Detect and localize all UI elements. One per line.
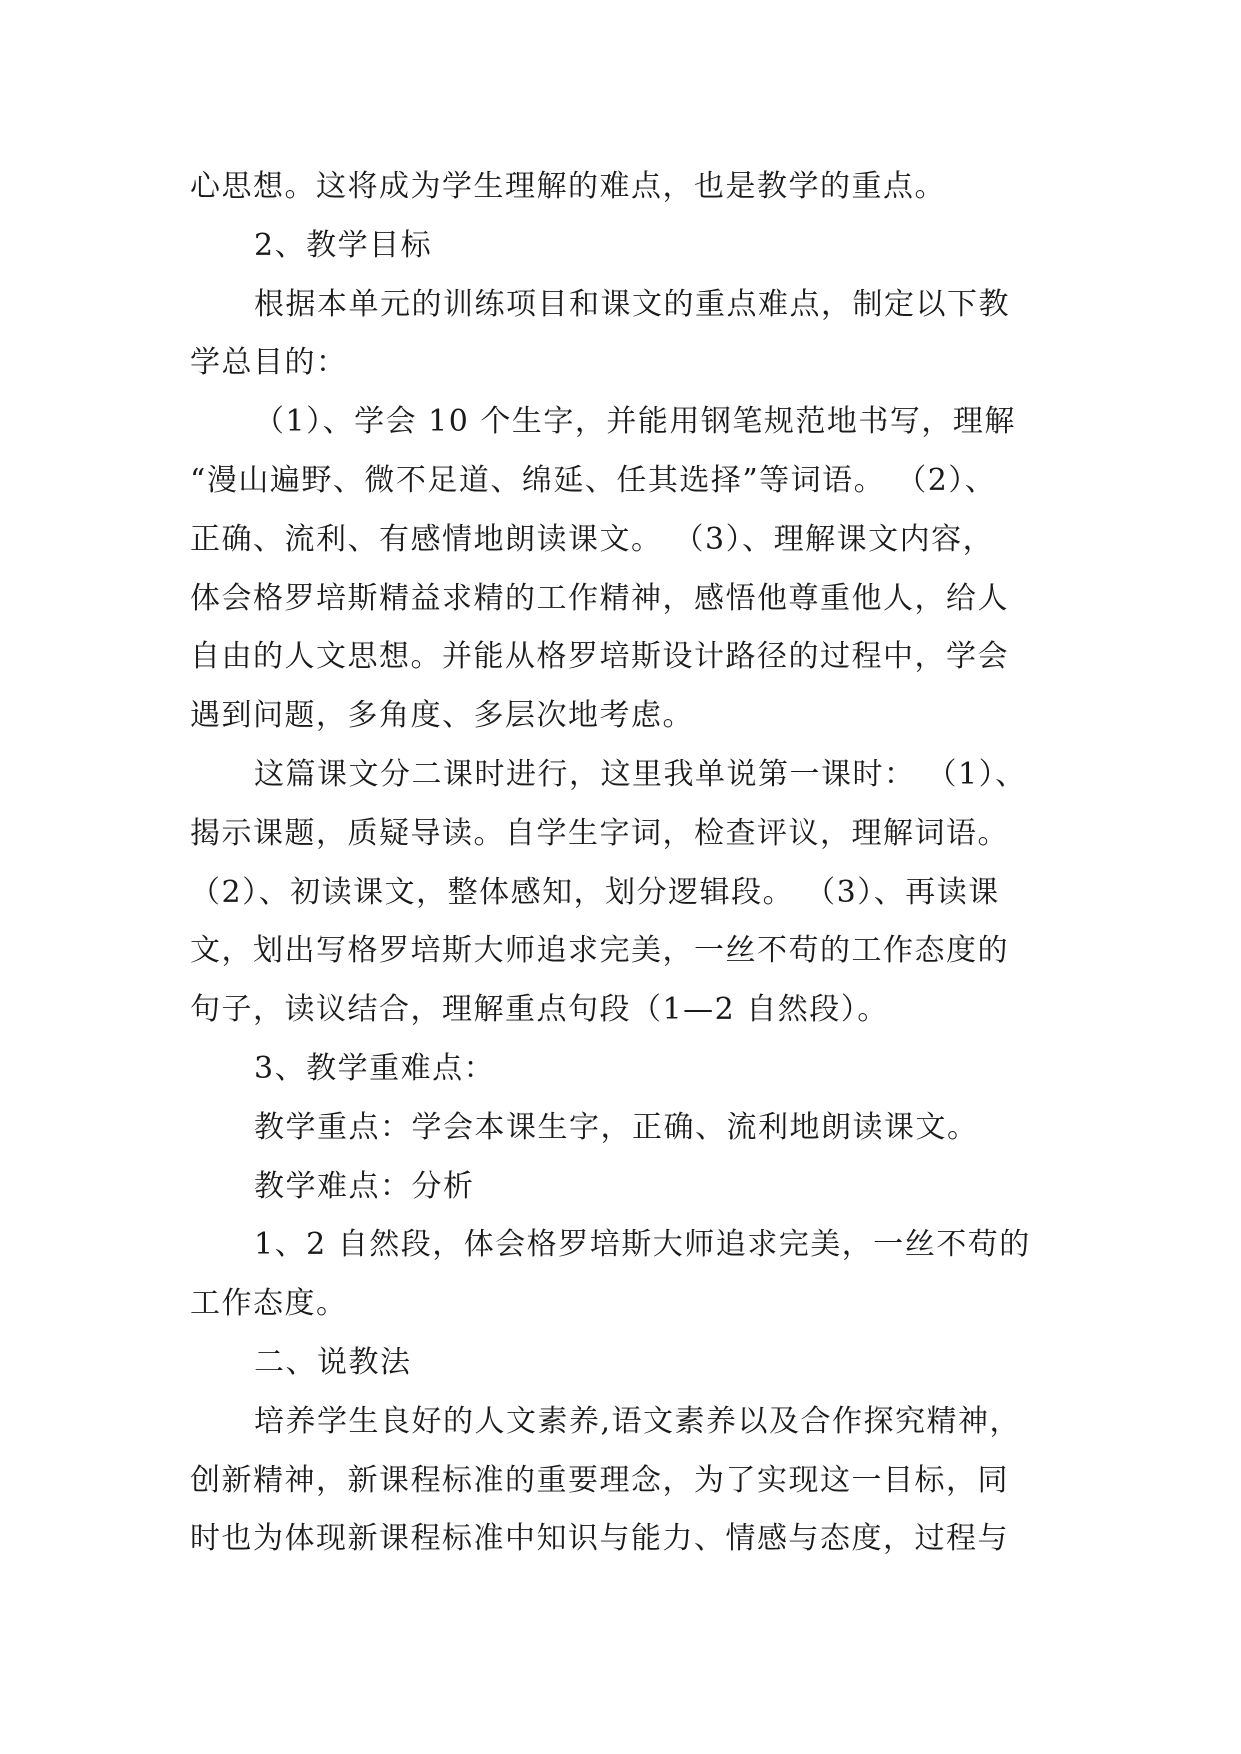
text-line: 揭示课题，质疑导读。自学生字词，检查评议，理解词语。 <box>190 815 1009 851</box>
text-line: 时也为体现新课程标准中知识与能力、情感与态度，过程与 <box>190 1521 1009 1557</box>
text-line: 句子，读议结合，理解重点句段（1—2 自然段）。 <box>190 992 889 1028</box>
text-line: 根据本单元的训练项目和课文的重点难点，制定以下教 <box>254 286 1010 322</box>
text-line: （2）、初读课文，整体感知，划分逻辑段。 （3）、再读课 <box>190 874 1000 910</box>
document-body <box>190 158 1050 1569</box>
text-line: 文，划出写格罗培斯大师追求完美，一丝不苟的工作态度的 <box>190 933 1009 969</box>
text-line: 自由的人文思想。并能从格罗培斯设计路径的过程中，学会 <box>190 639 1009 675</box>
text-line: 体会格罗培斯精益求精的工作精神，感悟他尊重他人，给人 <box>190 580 1009 616</box>
text-line: 工作态度。 <box>190 1286 348 1322</box>
text-line: 遇到问题，多角度、多层次地考虑。 <box>190 698 694 734</box>
section-heading-teaching-methods: 二、说教法 <box>254 1344 412 1380</box>
text-line: “漫山遍野、微不足道、绵延、任其选择”等词语。 （2）、 <box>190 462 997 498</box>
section-heading-key-points: 3、教学重难点： <box>254 1050 496 1086</box>
text-line: （1）、学会 10 个生字，并能用钢笔规范地书写，理解 <box>254 404 1016 440</box>
text-line: 培养学生良好的人文素养,语文素养以及合作探究精神， <box>254 1403 1022 1439</box>
text-line: 这篇课文分二课时进行，这里我单说第一课时： （1）、 <box>254 756 1027 792</box>
text-line: 正确、流利、有感情地朗读课文。 （3）、理解课文内容， <box>190 521 995 557</box>
text-line: 心思想。这将成为学生理解的难点，也是教学的重点。 <box>190 169 946 204</box>
text-line: 教学重点：学会本课生字，正确、流利地朗读课文。 <box>254 1109 979 1145</box>
text-line: 学总目的： <box>190 345 348 381</box>
text-line: 1、2 自然段，体会格罗培斯大师追求完美，一丝不苟的 <box>254 1227 1031 1263</box>
text-line: 创新精神，新课程标准的重要理念，为了实现这一目标，同 <box>190 1462 1009 1498</box>
text-line: 教学难点：分析 <box>254 1168 475 1204</box>
section-heading-teaching-goals: 2、教学目标 <box>254 227 433 263</box>
